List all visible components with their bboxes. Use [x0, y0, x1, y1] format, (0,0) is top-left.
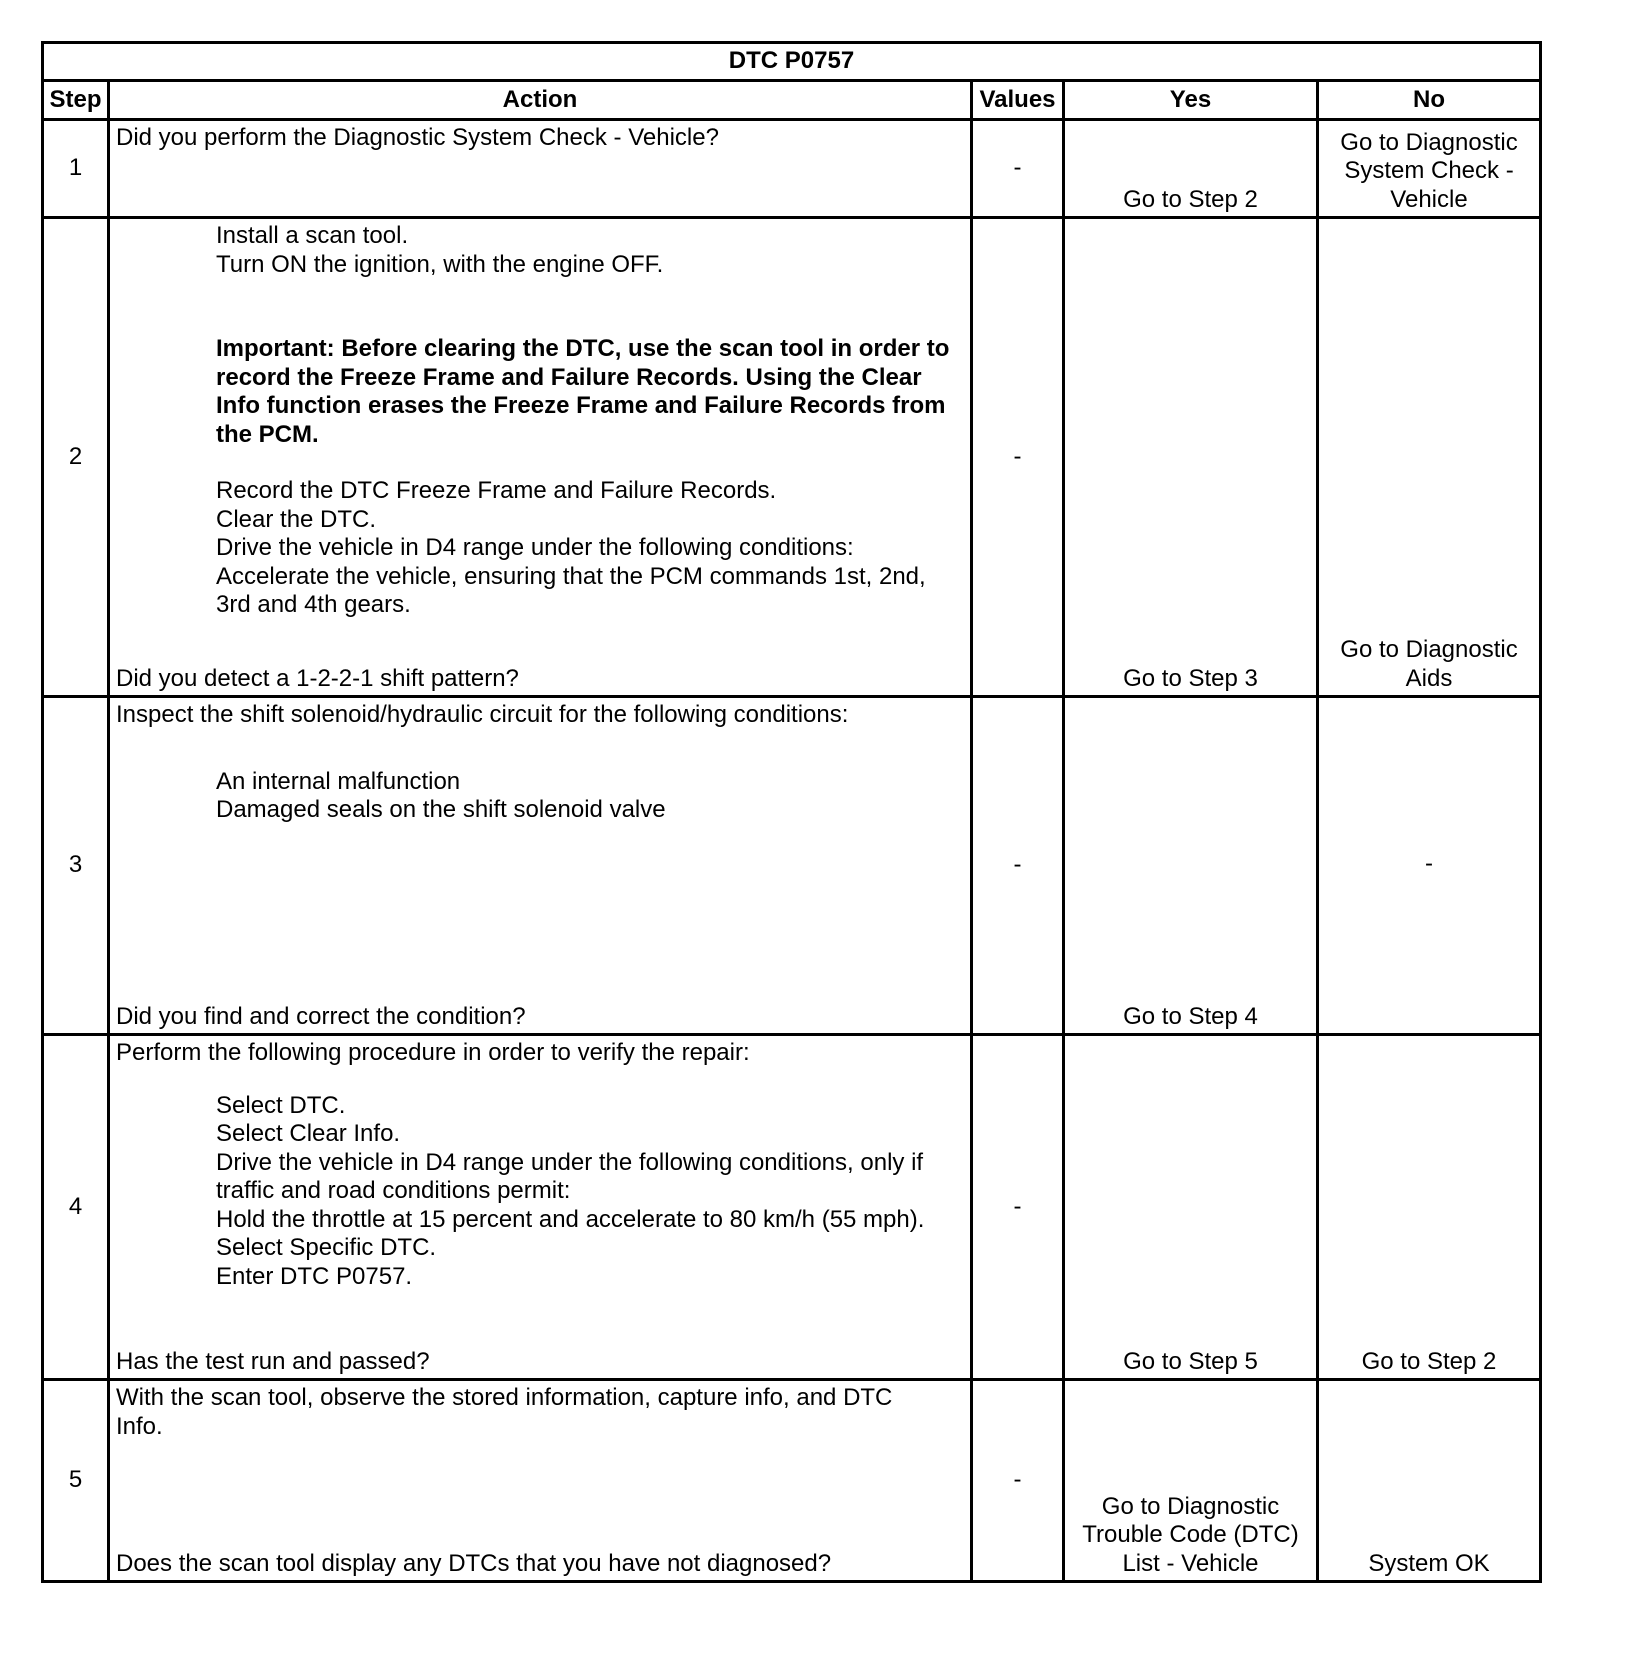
step-number: 5	[43, 1380, 109, 1582]
yes-cell: Go to Step 4	[1064, 697, 1318, 1035]
action-intro: Did you perform the Diagnostic System Check - Vehicle?	[116, 124, 719, 151]
action-line: Install a scan tool.	[216, 222, 409, 249]
table-row-step-1	[43, 120, 1541, 218]
action-cell	[109, 697, 972, 1035]
no-cell: Go to Diagnostic Aids	[1318, 218, 1541, 697]
action-line: Enter DTC P0757.	[216, 1262, 413, 1290]
step-number: 2	[43, 218, 109, 697]
action-line: Turn ON the ignition, with the engine OFF.	[216, 250, 664, 278]
action-line: Accelerate the vehicle, ensuring that the PCM commands 1st, 2nd, 3rd and 4th gears.	[216, 562, 926, 618]
table-title: DTC P0757	[43, 43, 1541, 81]
action-line: Damaged seals on the shift solenoid valve	[216, 796, 666, 823]
table-row-step-4	[43, 1035, 1541, 1380]
value-cell: -	[972, 1035, 1064, 1380]
header-yes: Yes	[1064, 81, 1318, 120]
action-question: Does the scan tool display any DTCs that you have not diagnosed?	[116, 1549, 832, 1577]
value-cell: -	[972, 1380, 1064, 1582]
no-cell: -	[1318, 697, 1541, 1035]
action-line: Record the DTC Freeze Frame and Failure Records.	[216, 477, 777, 504]
dtc-table	[41, 41, 1542, 1583]
action-cell	[109, 1380, 972, 1582]
table-row-step-2	[43, 218, 1541, 697]
value-cell: -	[972, 120, 1064, 218]
step-number: 1	[43, 120, 109, 218]
header-step: Step	[43, 81, 109, 120]
table-row-step-3	[43, 697, 1541, 1035]
value-cell: -	[972, 697, 1064, 1035]
no-cell: Go to Step 2	[1318, 1035, 1541, 1380]
action-line: Drive the vehicle in D4 range under the following conditions, only if traffic and road conditions permit:	[216, 1148, 924, 1204]
step-number: 4	[43, 1035, 109, 1380]
action-intro: With the scan tool, observe the stored information, capture info, and DTC Info.	[116, 1384, 893, 1440]
action-line: Drive the vehicle in D4 range under the following conditions:	[216, 534, 854, 561]
action-line: Select DTC.	[216, 1091, 346, 1119]
action-cell	[109, 120, 972, 218]
yes-cell: Go to Diagnostic Trouble Code (DTC) List - Vehicle	[1064, 1380, 1318, 1582]
action-cell	[109, 218, 972, 697]
header-values: Values	[972, 81, 1064, 120]
header-action: Action	[109, 81, 972, 120]
action-steps	[216, 1092, 964, 1292]
action-question: Did you detect a 1-2-2-1 shift pattern?	[116, 664, 519, 692]
no-cell: Go to Diagnostic System Check - Vehicle	[1318, 120, 1541, 218]
header-no: No	[1318, 81, 1541, 120]
yes-cell: Go to Step 3	[1064, 218, 1318, 697]
action-line: Hold the throttle at 15 percent and accelerate to 80 km/h (55 mph).	[216, 1205, 925, 1233]
yes-cell: Go to Step 5	[1064, 1035, 1318, 1380]
action-intro: Perform the following procedure in order to verify the repair:	[116, 1039, 750, 1066]
step-number: 3	[43, 697, 109, 1035]
action-steps	[216, 768, 964, 825]
table-row-step-5	[43, 1380, 1541, 1582]
action-question: Did you find and correct the condition?	[116, 1002, 526, 1030]
action-intro: Inspect the shift solenoid/hydraulic circuit for the following conditions:	[116, 701, 849, 728]
header-row	[43, 81, 1541, 120]
action-line: An internal malfunction	[216, 767, 461, 795]
value-cell: -	[972, 218, 1064, 697]
yes-cell: Go to Step 2	[1064, 120, 1318, 218]
action-question: Has the test run and passed?	[116, 1347, 430, 1375]
no-cell: System OK	[1318, 1380, 1541, 1582]
action-cell	[109, 1035, 972, 1380]
action-line: Clear the DTC.	[216, 505, 377, 533]
important-note: Important: Before clearing the DTC, use the scan tool in order to record the Freeze Frame and Failure Records. Using the Clear Info function erases the Freeze Frame and Failure Records from the PCM.	[216, 335, 950, 448]
action-steps	[216, 222, 964, 620]
action-line: Select Clear Info.	[216, 1120, 401, 1147]
action-line: Select Specific DTC.	[216, 1234, 437, 1261]
